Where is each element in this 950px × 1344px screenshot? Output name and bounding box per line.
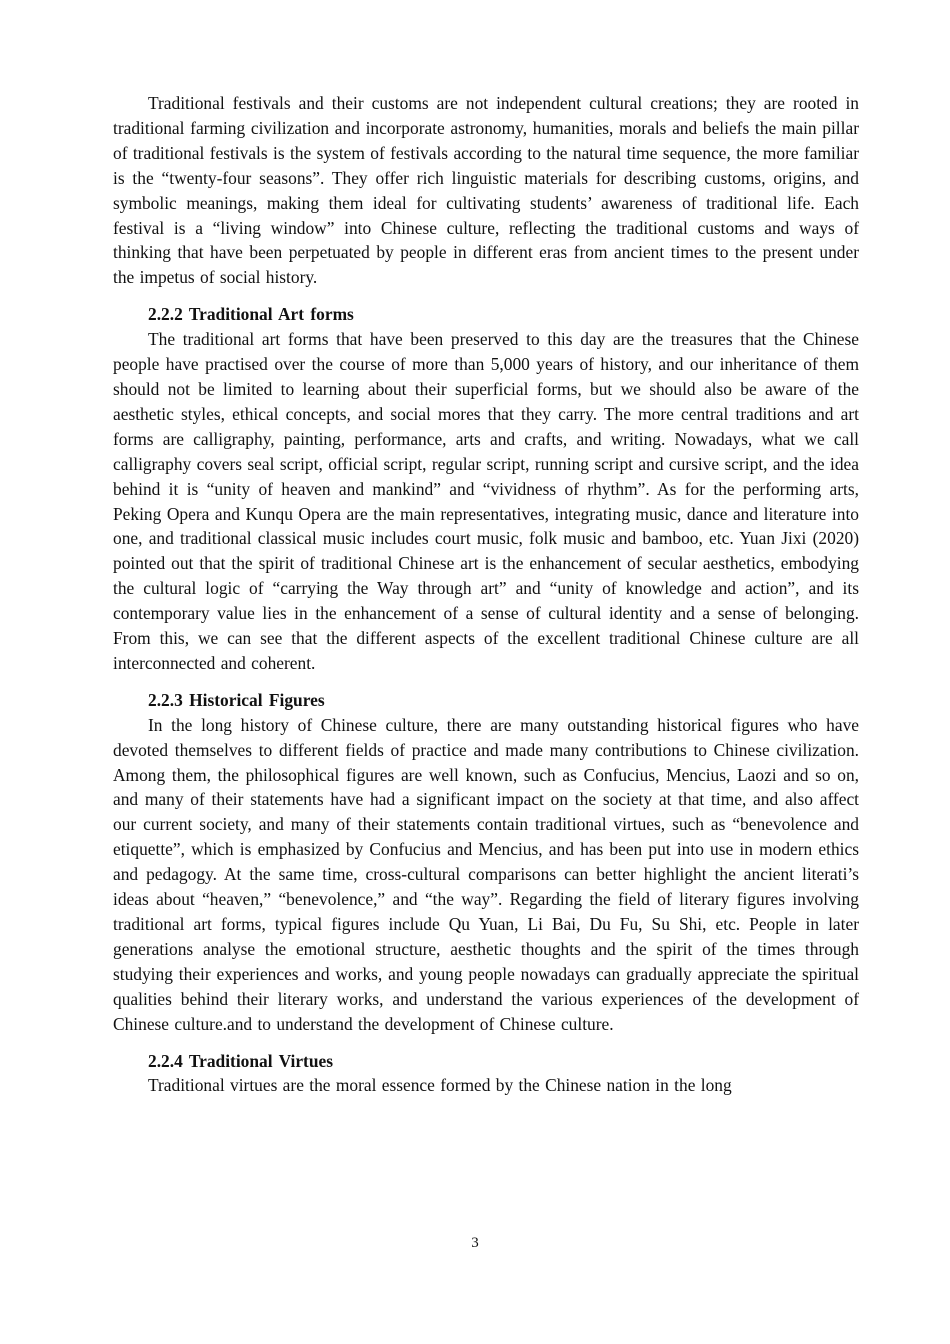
paragraph-traditional-virtues: Traditional virtues are the moral essence formed by the Chinese nation in the long <box>148 1075 732 1096</box>
section-heading-traditional-virtues: 2.2.4 Traditional Virtues <box>148 1050 334 1071</box>
document-page <box>113 91 859 1098</box>
section-heading-historical-figures: 2.2.3 Historical Figures <box>148 689 325 710</box>
spacer <box>113 290 859 302</box>
spacer <box>113 676 859 688</box>
paragraph-festivals: Traditional festivals and their customs are not independent cultural creations; they are rooted in traditional farming civilization and incorporate astronomy, humanities, morals and beliefs the main pillar of traditional festivals is the system of festivals according to the natural time sequence, the more familiar is the “twenty-four seasons”. They offer rich linguistic materials for describing customs, origins, and symbolic meanings, making them ideal for cultivating students’ awareness of traditional life. Each festival is a “living window” into Chinese culture, reflecting the traditional customs and ways of thinking that have been perpetuated by people in different eras from ancient times to the present under the impetus of social history. <box>113 93 859 288</box>
spacer <box>113 1037 859 1049</box>
page-number: 3 <box>471 1235 479 1251</box>
paragraph-art-forms: The traditional art forms that have been preserved to this day are the treasures that the Chinese people have practised over the course of more than 5,000 years of history, and our inheritance of them should not be limited to learning about their superficial forms, but we should also be aware of the aesthetic styles, ethical concepts, and social mores that they carry. The more central traditions and art forms are calligraphy, painting, performance, arts and crafts, and writing. Nowadays, what we call calligraphy covers seal script, official script, regular script, running script and cursive script, and the idea behind it is “unity of heaven and mankind” and “vividness of rhythm”. As for the performing arts, Peking Opera and Kunqu Opera are the main representatives, integrating music, dance and literature into one, and traditional classical music includes court music, folk music and bamboo, etc. Yuan Jixi (2020) pointed out that the spirit of traditional Chinese art is the enhancement of secular aesthetics, embodying the cultural logic of “carrying the Way through art” and “unity of knowledge and action”, and its contemporary value lies in the enhancement of a sense of cultural identity and a sense of belonging. From this, we can see that the different aspects of the excellent traditional Chinese culture are all interconnected and coherent. <box>113 329 859 673</box>
paragraph-historical-figures: In the long history of Chinese culture, there are many outstanding historical figures who have devoted themselves to different fields of practice and made many contributions to Chinese civilization. Among them, the philosophical figures are well known, such as Confucius, Mencius, Laozi and so on, and many of their statements have had a significant impact on the society at that time, and also affect our current society, and many of their statements contain traditional virtues, such as “benevolence and etiquette”, which is emphasized by Confucius and Mencius, and has been put into use in modern ethics and pedagogy. At the same time, cross-cultural comparisons can better highlight the ancient literati’s ideas about “heaven,” “benevolence,” and “the way”. Regarding the field of literary figures involving traditional art forms, typical figures include Qu Yuan, Li Bai, Du Fu, Su Shi, etc. People in later generations analyse the emotional structure, aesthetic thoughts and the spirit of the times through studying their experiences and works, and young people nowadays can gradually appreciate the spiritual qualities behind their literary works, and understand the various experiences of the development of Chinese culture.and to understand the development of Chinese culture. <box>113 714 859 1034</box>
section-heading-art-forms: 2.2.2 Traditional Art forms <box>148 304 354 325</box>
